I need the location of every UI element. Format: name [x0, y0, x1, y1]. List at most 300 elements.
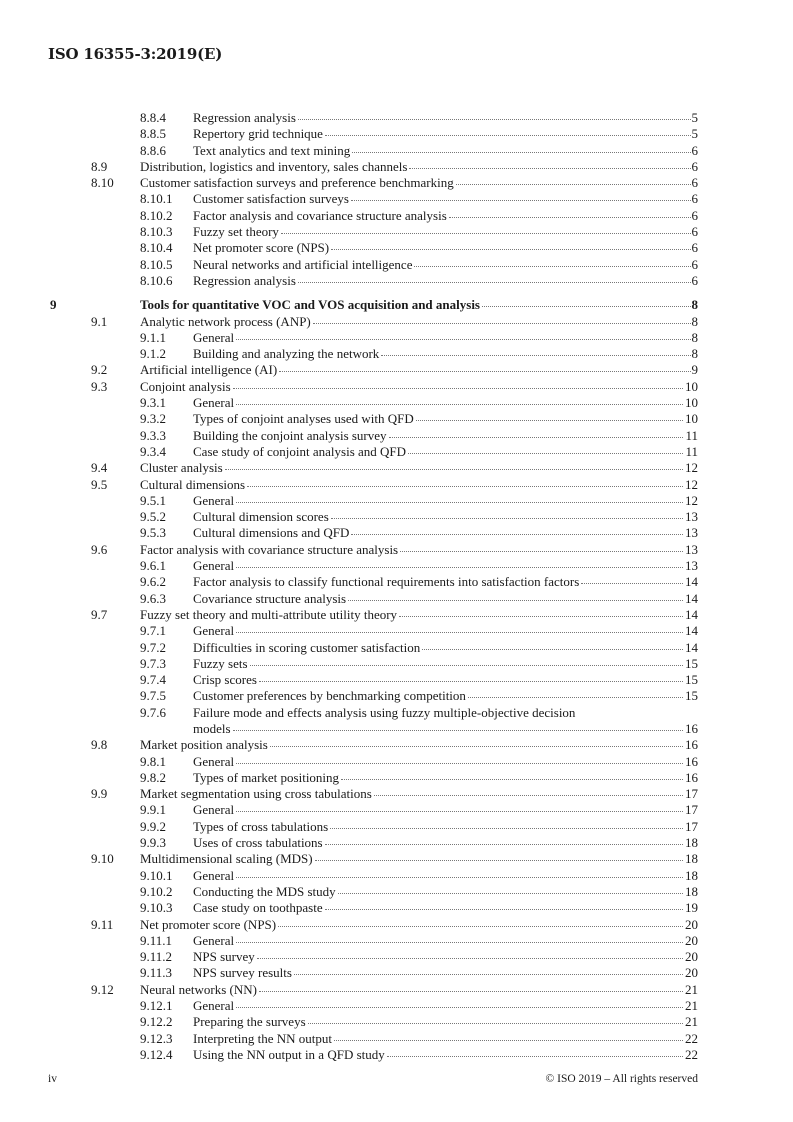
toc-entry[interactable] [0, 607, 793, 623]
toc-entry[interactable] [0, 656, 793, 672]
toc-entry-title: Repertory grid technique [193, 126, 323, 142]
dot-leader [341, 779, 697, 780]
toc-entry-page: 13 [685, 525, 698, 541]
toc-entry-title: General [193, 492, 235, 508]
toc-entry[interactable] [0, 542, 793, 558]
toc-entry-page: 18 [685, 851, 698, 867]
toc-entry-title-wrap [193, 998, 698, 1014]
dot-leader [225, 469, 697, 470]
toc-entry-title-wrap [193, 688, 698, 704]
toc-entry-page: 16 [685, 769, 698, 785]
toc-entry-title: Building the conjoint analysis survey [193, 427, 387, 443]
toc-entry-title-wrap [140, 362, 698, 378]
toc-entry-title-wrap [193, 395, 698, 411]
toc-entry-title: Analytic network process (ANP) [140, 313, 311, 329]
toc-entry-title: General [193, 623, 235, 639]
toc-entry-number: 9.2 [91, 362, 108, 378]
toc-entry-title-continued: models [193, 720, 231, 736]
toc-entry-page: 5 [691, 126, 698, 142]
toc-entry-number: 9.4 [91, 460, 108, 476]
toc-entry-title: Multidimensional scaling (MDS) [140, 851, 313, 867]
toc-entry-title-wrap [193, 672, 698, 688]
toc-entry-page: 13 [685, 509, 698, 525]
toc-entry[interactable] [0, 175, 793, 191]
toc-entry-title-wrap [193, 346, 698, 362]
toc-entry-page: 6 [691, 256, 698, 272]
toc-entry-title-wrap [140, 607, 698, 623]
toc-entry-title: Fuzzy sets [193, 655, 248, 671]
toc-entry[interactable] [0, 982, 793, 998]
toc-entry-page: 18 [685, 867, 698, 883]
toc-entry-title-wrap [193, 525, 698, 541]
toc-entry-number: 8.10.1 [140, 191, 173, 207]
toc-entry-title-wrap [193, 1031, 698, 1047]
toc-entry[interactable] [0, 770, 793, 786]
toc-entry-title-wrap [193, 208, 698, 224]
toc-entry-title-wrap [140, 379, 698, 395]
dot-leader [334, 1040, 697, 1041]
dot-leader [416, 420, 697, 421]
toc-entry[interactable] [0, 477, 793, 493]
toc-entry[interactable] [0, 411, 793, 427]
toc-entry-title: Case study on toothpaste [193, 900, 323, 916]
toc-entry-number: 9.1.1 [140, 329, 166, 345]
toc-entry[interactable] [0, 191, 793, 207]
toc-entry-title: Regression analysis [193, 272, 296, 288]
toc-entry-number: 9.8 [91, 737, 108, 753]
toc-entry-page: 18 [685, 883, 698, 899]
toc-entry-number: 9.12.1 [140, 998, 173, 1014]
toc-entry[interactable] [0, 705, 793, 721]
toc-entry-title-wrap [193, 721, 698, 737]
toc-entry-title-wrap [193, 493, 698, 509]
toc-entry-title-wrap [140, 917, 698, 933]
dot-leader [259, 681, 697, 682]
toc-entry-title: Tools for quantitative VOC and VOS acquisition and analysis [140, 297, 480, 313]
toc-entry-page: 14 [685, 590, 698, 606]
document-id-header: ISO 16355-3:2019(E) [48, 45, 223, 63]
toc-entry[interactable] [0, 998, 793, 1014]
toc-entry-page: 6 [691, 142, 698, 158]
toc-entry-title: Fuzzy set theory and multi-attribute utility theory [140, 606, 398, 622]
toc-entry-title: Crisp scores [193, 672, 257, 688]
dot-leader [257, 958, 697, 959]
toc-entry-page: 16 [685, 720, 698, 736]
toc-entry-title-wrap [193, 224, 698, 240]
toc-entry-title-wrap [193, 110, 698, 126]
toc-entry-title-wrap [193, 802, 698, 818]
toc-entry-page: 17 [685, 802, 698, 818]
toc-entry-title: Case study of conjoint analysis and QFD [193, 443, 407, 459]
toc-entry[interactable] [0, 868, 793, 884]
toc-entry-title-wrap [193, 574, 698, 590]
toc-entry[interactable] [0, 126, 793, 142]
dot-leader [400, 551, 697, 552]
toc-entry[interactable] [0, 819, 793, 835]
toc-entry-title-wrap [140, 159, 698, 175]
toc-entry-title: General [193, 867, 235, 883]
toc-entry-page: 21 [685, 981, 698, 997]
toc-entry-title-wrap [140, 460, 698, 476]
toc-entry-title-wrap [193, 933, 698, 949]
toc-entry[interactable] [0, 884, 793, 900]
toc-entry-number: 9.5.3 [140, 525, 166, 541]
toc-entry-page: 22 [685, 1046, 698, 1062]
toc-entry-page: 16 [685, 737, 698, 753]
toc-entry-title-wrap [193, 884, 698, 900]
toc-entry-title-wrap [193, 754, 698, 770]
toc-entry-page: 21 [685, 1014, 698, 1030]
dot-leader [325, 135, 697, 136]
toc-entry-title-wrap [140, 477, 698, 493]
toc-entry-title-wrap [193, 240, 698, 256]
toc-entry-title-wrap [193, 257, 698, 273]
toc-entry-number: 9.6.3 [140, 590, 166, 606]
dot-leader [233, 388, 697, 389]
dot-leader [468, 697, 697, 698]
dot-leader [236, 632, 697, 633]
toc-entry[interactable] [0, 786, 793, 802]
toc-entry[interactable] [0, 1031, 793, 1047]
toc-entry-title: General [193, 558, 235, 574]
dot-leader [236, 404, 697, 405]
toc-entry-title: Customer preferences by benchmarking competition [193, 688, 466, 704]
toc-entry[interactable] [0, 1014, 793, 1030]
toc-entry-number: 9.12 [91, 981, 114, 997]
toc-entry-title-wrap [193, 868, 698, 884]
toc-entry[interactable] [0, 330, 793, 346]
dot-leader [270, 746, 697, 747]
toc-entry-title-wrap [193, 444, 698, 460]
toc-entry-title: General [193, 998, 235, 1014]
toc-entry-number: 8.10.5 [140, 256, 173, 272]
toc-entry-title: Interpreting the NN output [193, 1030, 332, 1046]
toc-entry-page: 10 [685, 378, 698, 394]
toc-entry-title-wrap [140, 737, 698, 753]
dot-leader [247, 486, 697, 487]
toc-entry[interactable] [0, 509, 793, 525]
toc-entry-title-wrap [140, 542, 698, 558]
toc-entry-page: 11 [685, 427, 698, 443]
toc-entry-title: Market position analysis [140, 737, 268, 753]
toc-entry[interactable] [0, 623, 793, 639]
toc-entry-page: 8 [691, 346, 698, 362]
toc-entry-number: 9.3 [91, 378, 108, 394]
toc-entry-page: 6 [691, 240, 698, 256]
toc-entry-number: 9.11.2 [140, 949, 173, 965]
toc-entry-title: Types of cross tabulations [193, 818, 329, 834]
dot-leader [278, 926, 697, 927]
toc-entry-title: Neural networks and artificial intelligence [193, 256, 413, 272]
toc-entry[interactable] [0, 900, 793, 916]
toc-entry-page: 15 [685, 655, 698, 671]
toc-entry-title: Net promoter score (NPS) [193, 240, 330, 256]
toc-entry-page: 8 [691, 329, 698, 345]
toc-entry[interactable] [0, 208, 793, 224]
toc-entry-title: General [193, 932, 235, 948]
toc-entry-number: 8.10.4 [140, 240, 173, 256]
toc-entry-number: 9.3.4 [140, 443, 166, 459]
toc-entry-title-wrap [193, 428, 698, 444]
toc-entry-title: Conjoint analysis [140, 378, 231, 394]
toc-entry-number: 9.7.3 [140, 655, 166, 671]
toc-entry-title: Fuzzy set theory [193, 224, 279, 240]
toc-entry-page: 17 [685, 818, 698, 834]
toc-entry-title: Cluster analysis [140, 460, 223, 476]
toc-entry[interactable] [0, 851, 793, 867]
toc-entry-number: 9.10.3 [140, 900, 173, 916]
dot-leader [581, 583, 697, 584]
toc-entry[interactable] [0, 754, 793, 770]
toc-entry-page: 9 [691, 362, 698, 378]
toc-entry[interactable] [0, 395, 793, 411]
toc-entry-title: Artificial intelligence (AI) [140, 362, 278, 378]
toc-entry-title-wrap [193, 965, 698, 981]
toc-entry[interactable] [0, 1047, 793, 1063]
dot-leader [330, 828, 697, 829]
toc-entry-page: 21 [685, 998, 698, 1014]
page-footer [48, 1073, 698, 1085]
toc-entry-title: Distribution, logistics and inventory, sales channels [140, 158, 408, 174]
toc-entry-page: 6 [691, 175, 698, 191]
toc-entry-title: Factor analysis and covariance structure analysis [193, 207, 447, 223]
toc-entry-number: 9.5.2 [140, 509, 166, 525]
toc-entry-page: 5 [691, 110, 698, 125]
toc-entry-page: 8 [691, 313, 698, 329]
toc-entry[interactable] [0, 460, 793, 476]
toc-entry-title: NPS survey results [193, 965, 292, 981]
toc-entry-number: 9.10 [91, 851, 114, 867]
dot-leader [456, 184, 697, 185]
toc-entry-number: 9.12.4 [140, 1046, 173, 1062]
toc-entry-page: 10 [685, 411, 698, 427]
dot-leader [308, 1023, 697, 1024]
toc-entry-number: 9.9.3 [140, 835, 166, 851]
toc-entry-number: 8.10.6 [140, 272, 173, 288]
toc-entry-number: 9.3.1 [140, 395, 166, 411]
table-of-contents [0, 110, 793, 1063]
toc-entry[interactable] [0, 143, 793, 159]
dot-leader [414, 266, 697, 267]
toc-entry-number: 9.7.6 [140, 704, 166, 720]
toc-entry-title-wrap [140, 786, 698, 802]
toc-entry-title: Cultural dimension scores [193, 509, 329, 525]
dot-leader [387, 1056, 697, 1057]
toc-entry-number: 9.5 [91, 476, 108, 492]
dot-leader [331, 249, 697, 250]
toc-entry-title-wrap [193, 509, 698, 525]
dot-leader [250, 665, 697, 666]
toc-entry-continuation[interactable] [0, 721, 793, 737]
dot-leader [389, 437, 697, 438]
toc-entry[interactable] [0, 346, 793, 362]
toc-entry[interactable] [0, 917, 793, 933]
toc-entry[interactable] [0, 525, 793, 541]
dot-leader [298, 119, 697, 120]
toc-entry[interactable] [0, 558, 793, 574]
toc-entry-title-wrap [193, 143, 698, 159]
toc-entry-title: General [193, 395, 235, 411]
toc-entry-number: 9.8.1 [140, 753, 166, 769]
toc-entry-page: 6 [691, 207, 698, 223]
toc-entry-number: 9.7.5 [140, 688, 166, 704]
dot-leader [236, 877, 697, 878]
toc-entry[interactable] [0, 273, 793, 289]
page-number: iv [48, 1073, 57, 1085]
toc-entry[interactable] [0, 672, 793, 688]
toc-entry[interactable] [0, 297, 793, 313]
dot-leader [279, 371, 697, 372]
toc-entry-title: Cultural dimensions [140, 476, 246, 492]
toc-entry-number: 9.10.2 [140, 883, 173, 899]
toc-entry-title-wrap [193, 591, 698, 607]
dot-leader [449, 217, 697, 218]
dot-leader [381, 355, 697, 356]
toc-entry-page: 10 [685, 395, 698, 411]
toc-entry-title-wrap [193, 411, 698, 427]
toc-entry-title: General [193, 802, 235, 818]
toc-entry-title: Market segmentation using cross tabulations [140, 786, 372, 802]
toc-entry-number: 9.1.2 [140, 346, 166, 362]
copyright-notice: © ISO 2019 – All rights reserved [545, 1073, 698, 1085]
toc-entry-number: 9.6.1 [140, 558, 166, 574]
toc-entry[interactable] [0, 240, 793, 256]
toc-entry-title: Customer satisfaction surveys and preference benchmarking [140, 175, 454, 191]
dot-leader [294, 974, 697, 975]
toc-entry-number: 9.3.3 [140, 427, 166, 443]
toc-entry-title-wrap [193, 900, 698, 916]
toc-entry-title: Net promoter score (NPS) [140, 916, 277, 932]
toc-entry-page: 6 [691, 272, 698, 288]
toc-entry-title: Covariance structure analysis [193, 590, 347, 606]
dot-leader [298, 282, 697, 283]
toc-entry-number: 9.12.2 [140, 1014, 173, 1030]
toc-entry-page: 6 [691, 224, 698, 240]
dot-leader [338, 893, 697, 894]
toc-entry-title-wrap [193, 330, 698, 346]
dot-leader [325, 909, 697, 910]
toc-entry-title: Text analytics and text mining [193, 142, 351, 158]
toc-entry[interactable] [0, 110, 793, 126]
toc-entry[interactable] [0, 640, 793, 656]
dot-leader [315, 860, 697, 861]
toc-entry-title: Neural networks (NN) [140, 981, 257, 997]
toc-entry-title: Preparing the surveys [193, 1014, 306, 1030]
dot-leader [236, 339, 697, 340]
toc-entry-page: 15 [685, 688, 698, 704]
toc-entry-title: Conducting the MDS study [193, 883, 336, 899]
toc-entry-title-wrap [193, 623, 698, 639]
toc-entry-title: Building and analyzing the network [193, 346, 380, 362]
toc-entry[interactable] [0, 591, 793, 607]
toc-entry-title-wrap [193, 273, 698, 289]
toc-entry[interactable] [0, 379, 793, 395]
toc-entry-page: 12 [685, 476, 698, 492]
toc-entry-title-wrap [193, 126, 698, 142]
toc-entry-number: 9.11.1 [140, 932, 173, 948]
toc-entry[interactable] [0, 965, 793, 981]
toc-entry-title: Cultural dimensions and QFD [193, 525, 350, 541]
toc-entry[interactable] [0, 224, 793, 240]
toc-entry-number: 8.9 [91, 158, 108, 174]
toc-entry-page: 6 [691, 191, 698, 207]
toc-entry-title-wrap [193, 191, 698, 207]
toc-entry[interactable] [0, 159, 793, 175]
toc-entry[interactable] [0, 949, 793, 965]
toc-entry[interactable] [0, 933, 793, 949]
toc-entry-number: 8.8.6 [140, 142, 166, 158]
toc-entry-page: 18 [685, 835, 698, 851]
toc-entry[interactable] [0, 802, 793, 818]
toc-entry-title-wrap [140, 851, 698, 867]
dot-leader [408, 453, 697, 454]
toc-entry-page: 6 [691, 158, 698, 174]
toc-entry-page: 8 [691, 297, 698, 313]
toc-entry[interactable] [0, 835, 793, 851]
toc-entry-number: 9.8.2 [140, 769, 166, 785]
dot-leader [422, 649, 697, 650]
toc-entry[interactable] [0, 314, 793, 330]
toc-entry-page: 14 [685, 639, 698, 655]
toc-entry-page: 20 [685, 949, 698, 965]
toc-entry[interactable] [0, 428, 793, 444]
toc-entry-title-wrap [140, 982, 698, 998]
toc-entry-number: 9.7.2 [140, 639, 166, 655]
toc-entry-title: General [193, 329, 235, 345]
dot-leader [351, 534, 697, 535]
toc-entry-title-wrap [140, 297, 698, 313]
toc-entry[interactable] [0, 737, 793, 753]
toc-entry-number: 9.10.1 [140, 867, 173, 883]
toc-entry-page: 15 [685, 672, 698, 688]
toc-entry-title-wrap [193, 819, 698, 835]
toc-entry-number: 9 [50, 297, 57, 313]
toc-entry-title-wrap [193, 1047, 698, 1063]
toc-entry-page: 14 [685, 623, 698, 639]
toc-entry-number: 9.7.4 [140, 672, 166, 688]
toc-entry-number: 9.3.2 [140, 411, 166, 427]
toc-entry-title-wrap [193, 835, 698, 851]
toc-entry[interactable] [0, 257, 793, 273]
toc-entry-number: 8.8.5 [140, 126, 166, 142]
toc-entry-number: 8.10.2 [140, 207, 173, 223]
dot-leader [233, 730, 697, 731]
toc-entry-title: General [193, 753, 235, 769]
toc-entry-title: Using the NN output in a QFD study [193, 1046, 385, 1062]
toc-entry-number: 9.11 [91, 916, 114, 932]
dot-leader [399, 616, 697, 617]
toc-entry-title: Uses of cross tabulations [193, 835, 323, 851]
dot-leader [236, 567, 697, 568]
toc-entry-title-wrap [193, 1014, 698, 1030]
dot-leader [352, 152, 697, 153]
toc-entry-title-wrap [193, 640, 698, 656]
dot-leader [409, 168, 697, 169]
toc-entry-title-wrap [140, 314, 698, 330]
toc-entry-number: 9.1 [91, 313, 108, 329]
toc-entry[interactable] [0, 688, 793, 704]
toc-entry[interactable] [0, 574, 793, 590]
toc-entry-page: 12 [685, 460, 698, 476]
toc-entry-page: 13 [685, 541, 698, 557]
dot-leader [259, 991, 697, 992]
toc-entry[interactable] [0, 362, 793, 378]
dot-leader [236, 942, 697, 943]
toc-entry-number: 9.6 [91, 541, 108, 557]
toc-entry[interactable] [0, 493, 793, 509]
toc-entry-title-wrap [193, 656, 698, 672]
toc-entry[interactable] [0, 444, 793, 460]
